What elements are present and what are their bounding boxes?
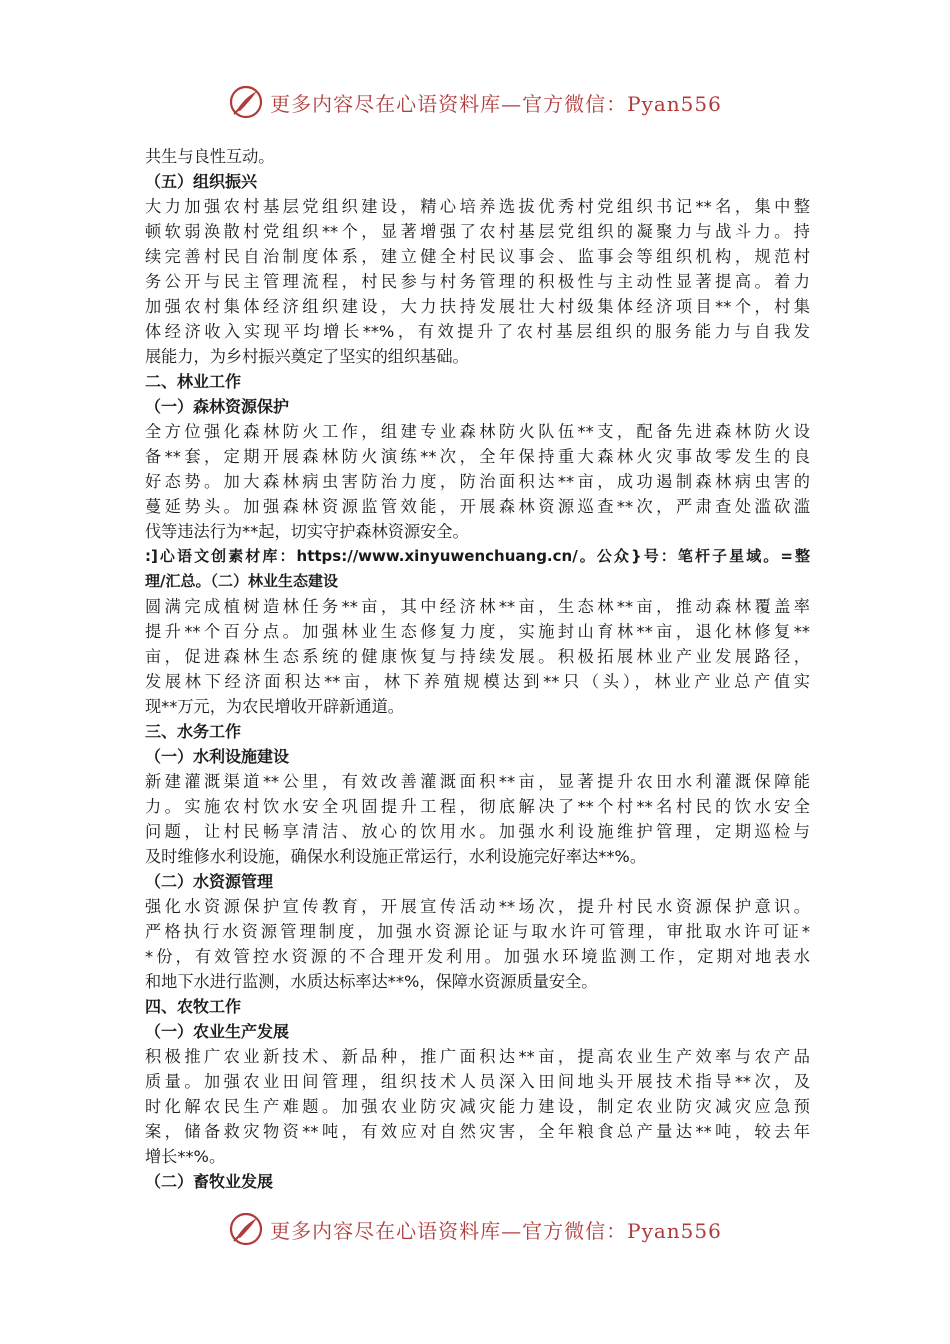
paragraph-line: 和地下水进行监测，水质达标率达**%，保障水资源质量安全。 <box>145 972 598 991</box>
paragraph-line: 及时维修水利设施，确保水利设施正常运行，水利设施完好率达**%。 <box>145 847 647 866</box>
paragraph-line: 提升**个百分点。加强林业生态修复力度，实施封山育林**亩，退化林修复** <box>145 622 810 641</box>
paragraph-line: 备**套，定期开展森林防火演练**次，全年保持重大森林火灾事故零发生的良 <box>145 447 810 466</box>
paragraph-line: 蔓延势头。加强森林资源监管效能，开展森林资源巡查**次，严肃查处滥砍滥 <box>145 497 810 516</box>
paragraph-line: 加强农村集体经济组织建设，大力扶持发展壮大村级集体经济项目**个，村集 <box>145 297 810 316</box>
document-body <box>145 144 810 1194</box>
section-subheading: （一）森林资源保护 <box>145 397 290 416</box>
footer-banner <box>0 1207 950 1251</box>
paragraph-line: 严格执行水资源管理制度，加强水资源论证与取水许可管理，审批取水许可证* <box>145 922 810 941</box>
paragraph-line: 时化解农民生产难题。加强农业防灾减灾能力建设，制定农业防灾减灾应急预 <box>145 1097 810 1116</box>
paragraph-line: 强化水资源保护宣传教育，开展宣传活动**场次，提升村民水资源保护意识。 <box>145 897 810 916</box>
paragraph-line: 务公开与民主管理流程，村民参与村务管理的积极性与主动性显著提高。着力 <box>145 272 810 291</box>
paragraph-line: 增长**%。 <box>145 1147 226 1166</box>
watermark-note-line: 理/汇总。（二）林业生态建设 <box>145 572 338 590</box>
paragraph-line: 伐等违法行为**起，切实守护森林资源安全。 <box>145 522 469 541</box>
section-subheading: （一）农业生产发展 <box>145 1022 290 1041</box>
paragraph-line: 发展林下经济面积达**亩，林下养殖规模达到**只（头），林业产业总产值实 <box>145 672 810 691</box>
paragraph-line: *份，有效管控水资源的不合理开发利用。加强水环境监测工作，定期对地表水 <box>145 947 810 966</box>
paragraph-line: 质量。加强农业田间管理，组织技术人员深入田间地头开展技术指导**次，及 <box>145 1072 810 1091</box>
header-banner <box>0 80 950 124</box>
paragraph-line: 亩，促进森林生态系统的健康恢复与持续发展。积极拓展林业产业发展路径， <box>145 647 810 666</box>
paragraph-line: 续完善村民自治制度体系，建立健全村民议事会、监事会等组织机构，规范村 <box>145 247 810 266</box>
paragraph-line: 圆满完成植树造林任务**亩，其中经济林**亩，生态林**亩，推动森林覆盖率 <box>145 597 810 616</box>
section-subheading: （二）水资源管理 <box>145 872 274 891</box>
quill-logo-icon <box>228 1211 264 1247</box>
section-subheading: （五）组织振兴 <box>145 172 258 191</box>
paragraph-line: 新建灌溉渠道**公里，有效改善灌溉面积**亩，显著提升农田水利灌溉保障能 <box>145 772 810 791</box>
header-banner-text: 更多内容尽在心语资料库—官方微信：Pyan556 <box>270 91 722 116</box>
paragraph-line: 好态势。加大森林病虫害防治力度，防治面积达**亩，成功遏制森林病虫害的 <box>145 472 810 491</box>
quill-logo-icon <box>228 84 264 120</box>
watermark-note-line: :]心语文创素材库：https://www.xinyuwenchuang.cn/。公众}号：笔杆子星域。=整 <box>145 547 810 565</box>
paragraph-line: 全方位强化森林防火工作，组建专业森林防火队伍**支，配备先进森林防火设 <box>145 422 810 441</box>
paragraph-line: 积极推广农业新技术、新品种，推广面积达**亩，提高农业生产效率与农产品 <box>145 1047 810 1066</box>
paragraph-line: 共生与良性互动。 <box>145 147 275 166</box>
section-heading: 三、水务工作 <box>145 722 242 741</box>
paragraph-line: 顿软弱涣散村党组织**个，显著增强了农村基层党组织的凝聚力与战斗力。持 <box>145 222 810 241</box>
paragraph-line: 体经济收入实现平均增长**%，有效提升了农村基层组织的服务能力与自我发 <box>145 322 810 341</box>
paragraph-line: 展能力，为乡村振兴奠定了坚实的组织基础。 <box>145 347 469 366</box>
paragraph-line: 现**万元，为农民增收开辟新通道。 <box>145 697 404 716</box>
section-heading: 二、林业工作 <box>145 372 242 391</box>
paragraph-line: 力。实施农村饮水安全巩固提升工程，彻底解决了**个村**名村民的饮水安全 <box>145 797 810 816</box>
section-heading: 四、农牧工作 <box>145 997 242 1016</box>
footer-banner-text: 更多内容尽在心语资料库—官方微信：Pyan556 <box>270 1218 722 1243</box>
paragraph-line: 大力加强农村基层党组织建设，精心培养选拔优秀村党组织书记**名，集中整 <box>145 197 810 216</box>
paragraph-line: 案，储备救灾物资**吨，有效应对自然灾害，全年粮食总产量达**吨，较去年 <box>145 1122 810 1141</box>
section-subheading: （二）畜牧业发展 <box>145 1172 274 1191</box>
paragraph-line: 问题，让村民畅享清洁、放心的饮用水。加强水利设施维护管理，定期巡检与 <box>145 822 810 841</box>
section-subheading: （一）水利设施建设 <box>145 747 290 766</box>
